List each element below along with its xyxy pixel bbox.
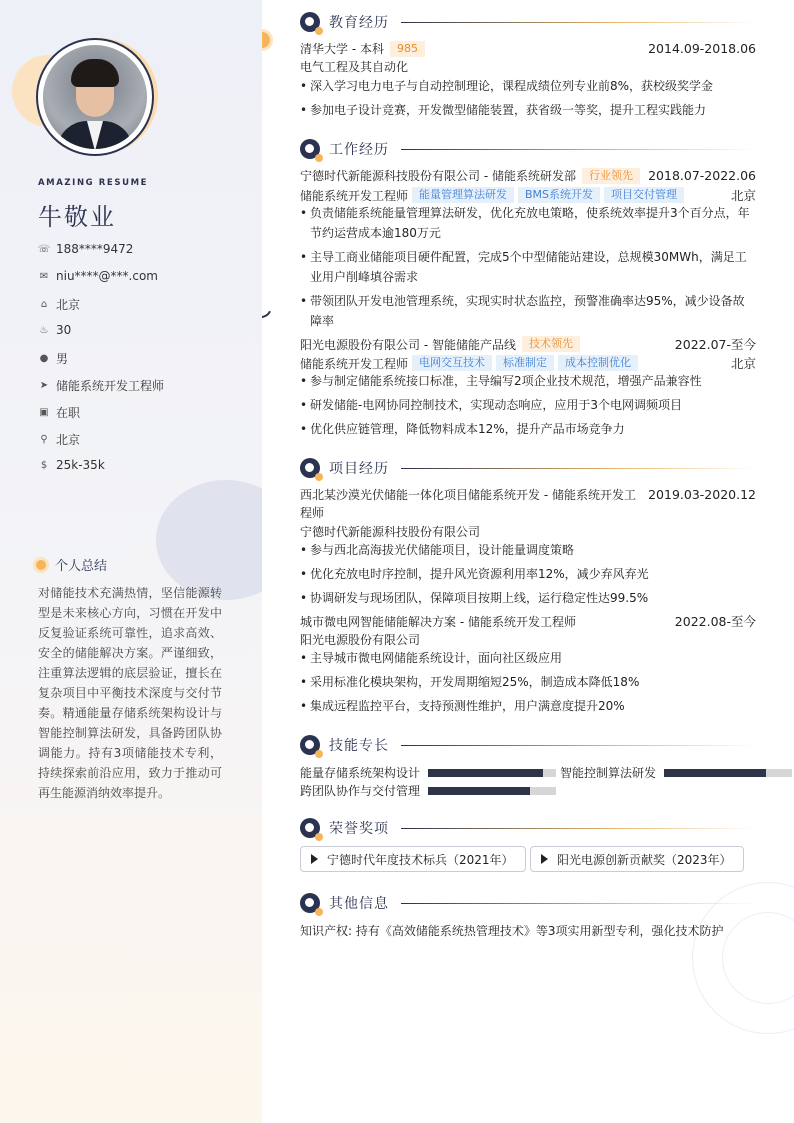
info-position xyxy=(38,377,248,394)
info-text: 储能系统开发工程师 xyxy=(56,379,165,393)
email-icon: ✉ xyxy=(39,270,49,282)
project-title: 城市微电网智能储能解决方案 - 储能系统开发工程师 xyxy=(300,614,576,629)
list-item: • 协调研发与现场团队，保障项目按期上线，运行稳定性达99.5% xyxy=(300,588,756,608)
work-date: 2022.07-至今 xyxy=(674,337,756,352)
skill-tag: 成本控制优化 xyxy=(558,355,638,371)
info-home xyxy=(38,296,248,313)
section-work xyxy=(300,139,756,159)
section-skills xyxy=(300,735,756,755)
skill-name: 智能控制算法研发 xyxy=(560,766,657,780)
project-date: 2022.08-至今 xyxy=(674,614,756,629)
info-text: niu****@***.com xyxy=(56,269,158,283)
list-item: • 参与西北高海拔光伏储能项目，设计能量调度策略 xyxy=(300,540,756,560)
company-name: 阳光电源股份有限公司 - 智能储能产品线 xyxy=(300,337,516,352)
company-tag: 行业领先 xyxy=(582,168,640,184)
other-info-text: 知识产权: 持有《高效储能系统热管理技术》等3项实用新型专利，强化技术防护 xyxy=(300,924,724,938)
skill-name: 跨团队协作与交付管理 xyxy=(300,784,421,798)
list-item: • 优化充放电时序控制，提升风光资源利用率12%，减少弃风弃光 xyxy=(300,564,756,584)
work-city: 北京 xyxy=(730,356,756,371)
list-item: • 负责储能系统能量管理算法研发，优化充放电策略，使系统效率提升3个百分点，年节约运营成本逾180万元 xyxy=(300,203,756,243)
info-text: 25k-35k xyxy=(56,458,105,472)
skill-bar-fill xyxy=(428,787,530,795)
info-text: 北京 xyxy=(56,433,81,447)
skill-tag: 标准制定 xyxy=(496,355,554,371)
skill-bar xyxy=(664,769,792,777)
info-text: 30 xyxy=(56,323,72,337)
triangle-icon xyxy=(311,854,318,864)
skill-name: 能量存储系统架构设计 xyxy=(300,766,421,780)
list-item: • 优化供应链管理，降低物料成本12%，提升产品市场竞争力 xyxy=(300,419,756,439)
list-item: • 采用标准化模块架构，开发周期缩短25%，制造成本降低18% xyxy=(300,672,756,692)
work-header xyxy=(300,335,756,353)
resume-tagline: AMAZING RESUME xyxy=(38,178,149,188)
section-title: 荣誉奖项 xyxy=(329,821,389,837)
section-title: 项目经历 xyxy=(329,461,389,477)
section-title: 其他信息 xyxy=(329,896,389,912)
project-title: 西北某沙漠光伏储能一体化项目储能系统开发 - 储能系统开发工 xyxy=(300,488,636,502)
main-content xyxy=(262,0,794,1123)
section-title: 技能专长 xyxy=(329,738,389,754)
info-location xyxy=(38,431,248,448)
skill-bar xyxy=(428,787,556,795)
decorative-circle xyxy=(156,480,262,600)
info-gender xyxy=(38,350,248,367)
skill-tag: 电网交互技术 xyxy=(412,355,492,371)
list-item: • 参加电子设计竞赛，开发微型储能装置，获省级一等奖，提升工程实践能力 xyxy=(300,100,756,120)
project-company-text: 阳光电源股份有限公司 xyxy=(300,633,421,647)
info-text: 男 xyxy=(56,352,69,366)
section-icon xyxy=(300,893,320,913)
award-text: 阳光电源创新贡献奖（2023年） xyxy=(557,852,732,867)
section-icon xyxy=(300,458,320,478)
summary-heading xyxy=(36,555,107,574)
award-item xyxy=(300,846,526,872)
section-icon xyxy=(300,12,320,32)
info-salary xyxy=(38,458,248,472)
list-item: • 主导城市微电网储能系统设计，面向社区级应用 xyxy=(300,648,756,668)
section-education xyxy=(300,12,756,32)
cake-icon: ♨ xyxy=(39,324,49,336)
decorative-arc xyxy=(262,293,275,321)
role: 储能系统开发工程师 xyxy=(300,188,409,203)
money-icon: $ xyxy=(40,459,48,471)
major xyxy=(300,58,756,75)
project-header xyxy=(300,612,756,630)
section-awards xyxy=(300,818,756,838)
work-city: 北京 xyxy=(730,188,756,203)
summary-heading-text: 个人总结 xyxy=(55,559,108,574)
phone-icon: ☏ xyxy=(37,243,51,255)
avatar xyxy=(43,45,147,149)
list-item: • 主导工商业储能项目硬件配置，完成5个中型储能站建设，总规模30MWh，满足工业用户削峰填谷需求 xyxy=(300,247,756,287)
school-name: 清华大学 - 本科 xyxy=(300,42,384,56)
skill-bar-fill xyxy=(664,769,766,777)
project-header xyxy=(300,486,756,503)
send-icon: ➤ xyxy=(39,380,49,391)
project-date: 2019.03-2020.12 xyxy=(648,487,756,502)
skill-tag: 项目交付管理 xyxy=(604,187,684,203)
info-email xyxy=(38,269,248,283)
skill-bar-fill xyxy=(428,769,543,777)
home-icon: ⌂ xyxy=(40,299,48,310)
section-icon xyxy=(300,139,320,159)
skill-item xyxy=(300,764,556,781)
project-company xyxy=(300,631,756,648)
info-phone xyxy=(38,242,248,256)
education-header xyxy=(300,40,756,57)
sidebar xyxy=(0,0,262,1123)
skill-bar xyxy=(428,769,556,777)
company-tag: 技术领先 xyxy=(522,336,580,352)
candidate-name: 牛敬业 xyxy=(38,203,116,231)
company-name: 宁德时代新能源科技股份有限公司 - 储能系统研发部 xyxy=(300,169,576,183)
list-item: • 研发储能-电网协同控制技术，实现动态响应，应用于3个电网调频项目 xyxy=(300,395,756,415)
skill-item xyxy=(560,764,792,781)
skill-tag: BMS系统开发 xyxy=(518,187,600,203)
info-text: 北京 xyxy=(56,298,81,312)
award-text: 宁德时代年度技术标兵（2021年） xyxy=(327,852,514,867)
work-role-row xyxy=(300,354,756,372)
work-header xyxy=(300,167,756,184)
skill-item xyxy=(300,782,556,799)
work-role-row xyxy=(300,186,756,204)
project-company-text: 宁德时代新能源科技股份有限公司 xyxy=(300,525,481,539)
info-status xyxy=(38,404,248,421)
education-date: 2014.09-2018.06 xyxy=(648,41,756,56)
section-title: 工作经历 xyxy=(329,142,389,158)
section-icon xyxy=(300,735,320,755)
project-title-cont: 程师 xyxy=(300,506,325,520)
school-tag: 985 xyxy=(390,41,425,57)
list-item: • 集成远程监控平台，支持预测性维护，用户满意度提升20% xyxy=(300,696,756,716)
location-pin-icon: ⚲ xyxy=(40,434,48,445)
skill-tag: 能量管理算法研发 xyxy=(412,187,514,203)
section-projects xyxy=(300,458,756,478)
list-item: • 深入学习电力电子与自动控制理论，课程成绩位列专业前8%，获校级奖学金 xyxy=(300,76,756,96)
summary-text: 对储能技术充满热情，坚信能源转型是未来核心方向，习惯在开发中反复验证系统可靠性，追求高效、安全的储能解决方案。严谨细致，注重算法逻辑的底层验证，擅长在复杂项目中平衡技术深度与交付节奏。精通能量存储系统架构设计与智能控制算法研发，具备跨团队协调能力。持有3项储能技术专利，持续探索前沿应用，致力于推动可再生能源消纳效率提升。 xyxy=(38,586,222,800)
info-age xyxy=(38,323,248,337)
section-title: 教育经历 xyxy=(329,15,389,31)
project-company xyxy=(300,523,756,540)
info-text: 188****9472 xyxy=(56,242,134,256)
bullet-dot-icon xyxy=(36,560,46,570)
section-other xyxy=(300,893,756,913)
award-item xyxy=(530,846,744,872)
work-date: 2018.07-2022.06 xyxy=(648,168,756,183)
major-text: 电气工程及其自动化 xyxy=(300,60,409,74)
info-text: 在职 xyxy=(56,406,81,420)
list-item: • 带领团队开发电池管理系统，实现实时状态监控，预警准确率达95%，减少设备故障率 xyxy=(300,291,756,331)
triangle-icon xyxy=(541,854,548,864)
gender-icon: ● xyxy=(39,353,49,364)
other-info xyxy=(300,922,756,939)
project-title-wrap xyxy=(300,504,756,521)
briefcase-icon: ▣ xyxy=(39,407,49,418)
section-icon xyxy=(300,818,320,838)
role: 储能系统开发工程师 xyxy=(300,356,409,371)
decorative-dot xyxy=(262,32,270,48)
list-item: • 参与制定储能系统接口标准，主导编写2项企业技术规范，增强产品兼容性 xyxy=(300,371,756,391)
